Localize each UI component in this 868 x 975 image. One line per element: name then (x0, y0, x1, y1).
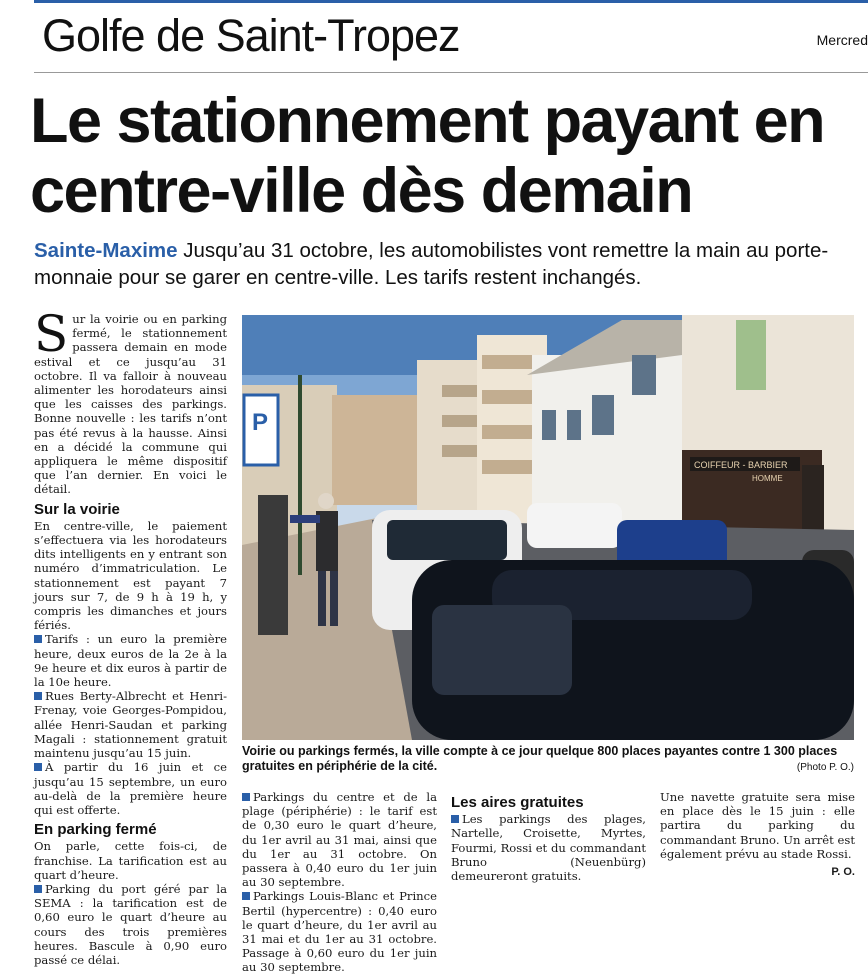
voirie-bullet-juin (34, 760, 227, 817)
voirie-bullet-rues (34, 689, 227, 760)
street-scene-illustration (242, 315, 854, 740)
bullet-square-icon (34, 635, 42, 643)
bullet-square-icon (34, 885, 42, 893)
bullet-square-icon (34, 692, 42, 700)
shop-sign-text: COIFFEUR - BARBIER (694, 460, 788, 470)
bullet-square-icon (451, 815, 459, 823)
bullet-square-icon (242, 793, 250, 801)
bullet-square-icon (242, 892, 250, 900)
standfirst-place: Sainte-Maxime (34, 239, 178, 262)
aires-bullet-plages (451, 812, 646, 883)
article-column-1 (34, 305, 227, 967)
parking-sign-letter: P (252, 409, 269, 436)
top-accent-rule (34, 0, 868, 3)
section-title-voirie: Sur la voirie (34, 500, 120, 518)
shop-sign-subtext: HOMME (752, 474, 783, 483)
intro-text: ur la voirie ou en parking fermé, le stationnement passera demain en mode estival et ce jusqu’au 31 octobre. Il va falloir à nouveau alimenter les horodateurs ainsi que les caisses des parkings. Bonne nouvelle : les tarifs n’ont pas été revus à la hausse. Ainsi en a décidé la commune qui appliquera le même dispositif que l’an dernier. En voici le détail. (34, 312, 227, 497)
section-title-parking: En parking fermé (34, 821, 157, 839)
standfirst (34, 237, 854, 291)
bullet-text: Rues Berty-Albrecht et Henri-Frenay, voie Georges-Pompidou, allée Henri-Saudan et parking Magali : stationnement gratuit maintenu jusqu’au 15 juin. (34, 689, 227, 761)
parking-paragraph: On parle, cette fois-ci, de franchise. La tarification est au quart d’heure. (34, 839, 227, 882)
header-divider (34, 72, 868, 73)
section-title-aires: Les aires gratuites (451, 794, 584, 811)
photo-credit: (Photo P. O.) (796, 762, 854, 773)
article-column-4 (660, 790, 855, 879)
photo-caption: Voirie ou parkings fermés, la ville compte à ce jour quelque 800 places payantes contre 1 300 places gratuites en périphérie de la cité. (242, 744, 838, 773)
bullet-text: Parkings Louis-Blanc et Prince Bertil (hypercentre) : 0,40 euro le quart d’heure, du 1er avril au 31 mai et du 1er au 31 octobre. Passage à 0,60 euro du 1er juin au 30 septembre. (242, 889, 437, 975)
bullet-text: Parking du port géré par la SEMA : la tarification est de 0,60 euro le quart d’heure au cours des trois premières heures. Bascule à 0,90 euro passé ce délai. (34, 881, 227, 967)
dateline: Mercred (816, 32, 868, 48)
street-photo (242, 315, 854, 740)
headline: Le stationnement payant en centre-ville dès demain (30, 86, 825, 226)
parking-bullet-centre (242, 790, 437, 889)
bullet-text: Parkings du centre et de la plage (périphérie) : le tarif est de 0,30 euro le quart d’heure, du 1er avril au 31 mai, ainsi que du 1er au 31 octobre. On passera à 0,40 euro du 1er juin au 30 septembre. (242, 790, 437, 890)
bullet-square-icon (34, 763, 42, 771)
section-rubric: Golfe de Saint-Tropez (42, 10, 460, 61)
parking-bullet-louis-blanc (242, 889, 437, 974)
standfirst-text: Jusqu’au 31 octobre, les automobilistes vont remettre la main au porte-monnaie pour se garer en centre-ville. Les tarifs restent inchangés. (34, 239, 829, 289)
bullet-text: À partir du 16 juin et ce jusqu’au 15 septembre, un euro au-delà de la première heure qui est offerte. (34, 760, 227, 817)
intro-paragraph (34, 305, 227, 497)
drop-cap: S (34, 305, 69, 363)
author-signature: P. O. (831, 866, 855, 879)
voirie-bullet-tarifs (34, 632, 227, 689)
article-column-3 (451, 790, 646, 883)
bullet-text: Tarifs : un euro la première heure, deux euros de la 2e à la 9e heure et dix euros à partir de la 10e heure. (34, 632, 227, 690)
bullet-text: Les parkings des plages, Nartelle, Croisette, Myrtes, Fourmi, Rossi et du commandant Bruno (Neuenbürg) demeureront gratuits. (451, 812, 646, 884)
navette-paragraph: Une navette gratuite sera mise en place dès le 15 juin : elle partira du parking du commandant Bruno. Un arrêt est également prévu au stade Rossi. (660, 790, 855, 861)
voirie-paragraph: En centre-ville, le paiement s’effectuera via les horodateurs dits intelligents en y entrant son numéro d’immatriculation. Le stationnement est payant 7 jours sur 7, de 9 h à 19 h, y compris les dimanches et jours fériés. (34, 518, 227, 633)
article-column-2 (242, 790, 437, 975)
parking-bullet-port (34, 882, 227, 967)
